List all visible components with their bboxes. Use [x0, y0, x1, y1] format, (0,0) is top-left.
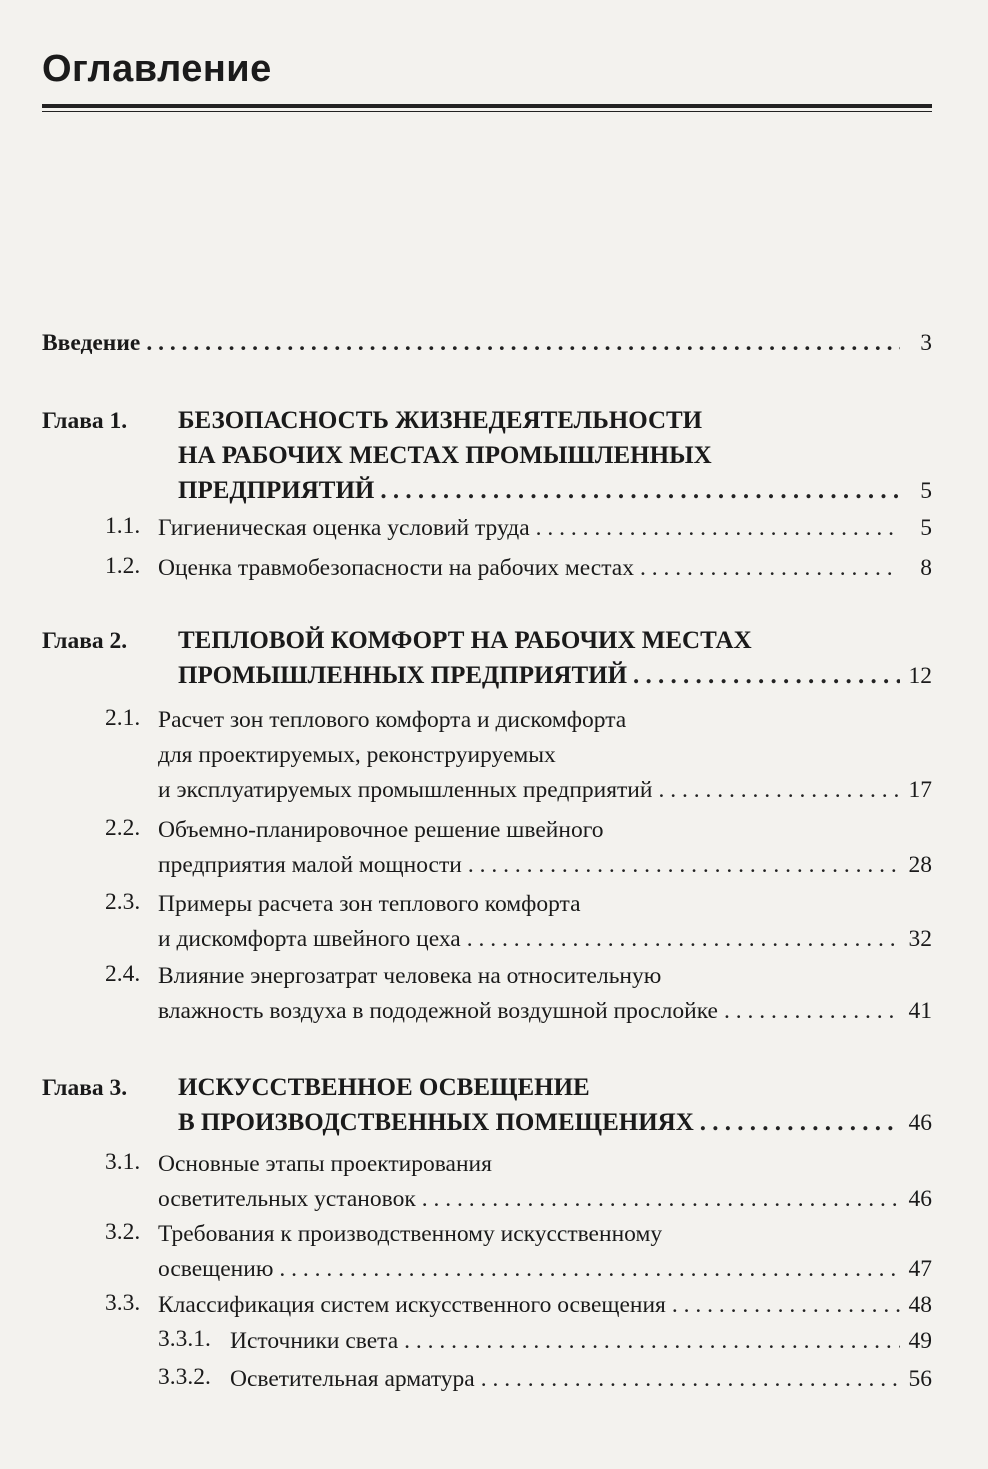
- chapter-title-line: БЕЗОПАСНОСТЬ ЖИЗНЕДЕЯТЕЛЬНОСТИ: [178, 407, 703, 434]
- dot-leader: [724, 994, 900, 1029]
- dot-leader: [468, 848, 900, 883]
- section-title: и эксплуатируемых промышленных предприятий: [158, 777, 653, 803]
- subsection-title: Источники света: [230, 1328, 399, 1354]
- section-title: предприятия малой мощности: [158, 852, 462, 878]
- title-rule-thin: [42, 111, 932, 112]
- dot-leader: [640, 551, 900, 586]
- page-number: 17: [908, 777, 932, 803]
- section-title: влажность воздуха в пододежной воздушной прослойке: [158, 998, 718, 1024]
- page-number: 41: [908, 998, 932, 1024]
- section-number: 2.1.: [105, 705, 141, 731]
- dot-leader: [279, 1252, 900, 1287]
- section-title: Объемно-планировочное решение швейного: [158, 817, 604, 843]
- page-number: 56: [908, 1366, 932, 1392]
- page-number: 3: [920, 330, 932, 356]
- toc-entry-subsection[interactable]: [230, 1324, 932, 1359]
- dot-leader: [380, 473, 900, 508]
- section-number: 3.2.: [105, 1219, 141, 1245]
- chapter-title-line: НА РАБОЧИХ МЕСТАХ ПРОМЫШЛЕННЫХ: [178, 442, 712, 469]
- section-title: и дискомфорта швейного цеха: [158, 926, 461, 952]
- toc-entry-section[interactable]: [158, 887, 932, 957]
- dot-leader: [467, 922, 900, 957]
- page-number: 12: [908, 663, 932, 689]
- toc-entry-chapter-2[interactable]: [178, 623, 932, 694]
- dot-leader: [700, 1105, 900, 1140]
- toc-entry-section[interactable]: [158, 813, 932, 883]
- toc-entry-section[interactable]: [158, 1288, 932, 1323]
- toc-entry-subsection[interactable]: [230, 1362, 932, 1397]
- section-number: 2.3.: [105, 889, 141, 915]
- page-number: 32: [908, 926, 932, 952]
- section-number: 3.1.: [105, 1149, 141, 1175]
- section-title: для проектируемых, реконструируемых: [158, 742, 556, 768]
- dot-leader: [481, 1362, 900, 1397]
- toc-entry-section[interactable]: [158, 703, 932, 808]
- dot-leader: [633, 658, 900, 693]
- toc-entry-intro[interactable]: [42, 330, 932, 357]
- dot-leader: [536, 511, 900, 546]
- section-title: Требования к производственному искусственному: [158, 1221, 663, 1247]
- chapter-label: Глава 1.: [42, 408, 128, 434]
- toc-entry-section[interactable]: [158, 1147, 932, 1217]
- section-title: Примеры расчета зон теплового комфорта: [158, 891, 581, 917]
- page-number: 5: [920, 478, 932, 504]
- dot-leader: [404, 1324, 900, 1359]
- intro-title: Введение: [42, 330, 141, 356]
- page-number: 49: [908, 1328, 932, 1354]
- section-title: Классификация систем искусственного освещения: [158, 1292, 666, 1318]
- section-title: осветительных установок: [158, 1186, 416, 1212]
- chapter-title-line: В ПРОИЗВОДСТВЕННЫХ ПОМЕЩЕНИЯХ: [178, 1109, 694, 1136]
- dot-leader: [146, 330, 900, 357]
- page-number: 5: [920, 515, 932, 541]
- section-title: Оценка травмобезопасности на рабочих местах: [158, 555, 634, 581]
- chapter-label: Глава 2.: [42, 628, 128, 654]
- section-number: 1.2.: [105, 553, 141, 579]
- chapter-title-line: ИСКУССТВЕННОЕ ОСВЕЩЕНИЕ: [178, 1074, 590, 1101]
- toc-entry-section[interactable]: [158, 551, 932, 586]
- page-number: 28: [908, 852, 932, 878]
- section-title: Расчет зон теплового комфорта и дискомфорта: [158, 707, 627, 733]
- page-number: 48: [908, 1292, 932, 1318]
- chapter-label: Глава 3.: [42, 1075, 128, 1101]
- toc-entry-chapter-1[interactable]: [178, 403, 932, 509]
- section-title: Гигиеническая оценка условий труда: [158, 515, 530, 541]
- page-number: 46: [908, 1186, 932, 1212]
- section-title: Основные этапы проектирования: [158, 1151, 492, 1177]
- section-title: освещению: [158, 1256, 274, 1282]
- chapter-title-line: ПРЕДПРИЯТИЙ: [178, 477, 375, 504]
- toc-entry-section[interactable]: [158, 959, 932, 1029]
- section-number: 1.1.: [105, 513, 141, 539]
- section-title: Влияние энергозатрат человека на относительную: [158, 963, 662, 989]
- section-number: 2.4.: [105, 961, 141, 987]
- toc-entry-section[interactable]: [158, 1217, 932, 1287]
- toc-entry-chapter-3[interactable]: [178, 1070, 932, 1141]
- dot-leader: [672, 1288, 900, 1323]
- subsection-number: 3.3.2.: [158, 1364, 211, 1390]
- page-number: 47: [908, 1256, 932, 1282]
- page-number: 8: [920, 555, 932, 581]
- dot-leader: [658, 773, 900, 808]
- page-title: Оглавление: [42, 48, 272, 90]
- dot-leader: [422, 1182, 900, 1217]
- section-number: 3.3.: [105, 1290, 141, 1316]
- subsection-title: Осветительная арматура: [230, 1366, 475, 1392]
- toc-entry-section[interactable]: [158, 511, 932, 546]
- title-rule-thick: [42, 104, 932, 108]
- page-number: 46: [908, 1110, 932, 1136]
- subsection-number: 3.3.1.: [158, 1326, 211, 1352]
- chapter-title-line: ТЕПЛОВОЙ КОМФОРТ НА РАБОЧИХ МЕСТАХ: [178, 627, 752, 654]
- section-number: 2.2.: [105, 815, 141, 841]
- chapter-title-line: ПРОМЫШЛЕННЫХ ПРЕДПРИЯТИЙ: [178, 662, 628, 689]
